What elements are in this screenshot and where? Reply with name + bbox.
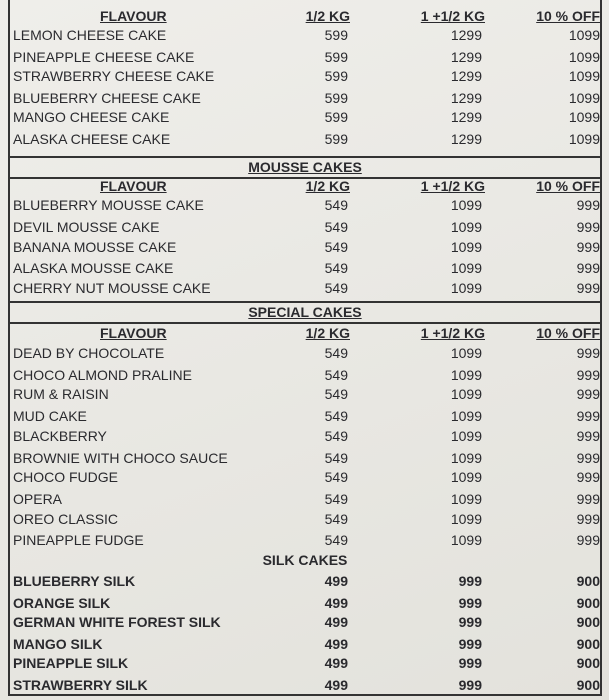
price-half-kg: 499 xyxy=(324,594,348,611)
price-half-kg: 599 xyxy=(324,131,348,147)
price-10-percent-off: 999 xyxy=(576,238,600,255)
price-one-and-half-kg: 1099 xyxy=(450,345,482,361)
price-10-percent-off: 999 xyxy=(576,218,600,235)
price-10-percent-off: 900 xyxy=(576,594,600,611)
price-one-and-half-kg: 1099 xyxy=(450,197,482,213)
flavour-name: MANGO SILK xyxy=(13,635,103,652)
table-row xyxy=(10,406,600,426)
table-row xyxy=(10,509,600,529)
flavour-name: ALASKA CHEESE CAKE xyxy=(13,131,171,147)
table-row xyxy=(10,675,600,695)
price-half-kg: 549 xyxy=(324,469,348,486)
price-10-percent-off: 999 xyxy=(576,408,600,425)
price-10-percent-off: 999 xyxy=(576,366,600,383)
table-row xyxy=(10,612,600,632)
column-header-row xyxy=(10,6,600,26)
price-half-kg: 599 xyxy=(324,27,348,43)
price-10-percent-off: 900 xyxy=(576,635,600,652)
header-one-and-half-kg: 1 +1/2 KG xyxy=(420,325,485,341)
price-half-kg: 499 xyxy=(324,614,348,631)
flavour-name: PINEAPPLE CHEESE CAKE xyxy=(13,48,195,65)
table-row xyxy=(10,489,600,509)
flavour-name: MANGO CHEESE CAKE xyxy=(13,109,170,126)
header-one-and-half-kg: 1 +1/2 KG xyxy=(420,178,485,194)
price-one-and-half-kg: 1099 xyxy=(450,218,482,235)
header-half-kg: 1/2 KG xyxy=(305,325,350,341)
table-row xyxy=(10,66,600,86)
price-half-kg: 549 xyxy=(324,532,348,549)
section-title: SILK CAKES xyxy=(262,552,348,568)
flavour-name: DEAD BY CHOCOLATE xyxy=(13,345,165,361)
column-header-row xyxy=(10,176,600,196)
flavour-name: BROWNIE WITH CHOCO SAUCE xyxy=(13,449,228,466)
flavour-name: LEMON CHEESE CAKE xyxy=(13,27,167,43)
flavour-name: BLACKBERRY xyxy=(13,427,107,444)
price-10-percent-off: 999 xyxy=(576,532,600,549)
header-one-and-half-kg: 1 +1/2 KG xyxy=(420,8,485,24)
flavour-name: OREO CLASSIC xyxy=(13,510,119,527)
price-half-kg: 549 xyxy=(324,427,348,444)
table-row xyxy=(10,25,600,45)
price-one-and-half-kg: 1299 xyxy=(450,48,482,65)
flavour-name: DEVIL MOUSSE CAKE xyxy=(13,218,160,235)
price-half-kg: 599 xyxy=(324,68,348,85)
flavour-name: ORANGE SILK xyxy=(13,594,111,611)
flavour-name: CHOCO ALMOND PRALINE xyxy=(13,366,192,383)
price-one-and-half-kg: 1299 xyxy=(450,131,482,147)
price-half-kg: 549 xyxy=(324,366,348,383)
column-header-row xyxy=(10,323,600,343)
table-row xyxy=(10,107,600,127)
price-10-percent-off: 1099 xyxy=(568,27,600,43)
table-row xyxy=(10,237,600,257)
section-title: MOUSSE CAKES xyxy=(248,159,362,175)
flavour-name: RUM & RAISIN xyxy=(13,386,109,403)
price-10-percent-off: 999 xyxy=(576,280,600,297)
price-half-kg: 549 xyxy=(324,449,348,466)
price-one-and-half-kg: 1299 xyxy=(450,68,482,85)
table-row xyxy=(10,634,600,654)
flavour-name: STRAWBERRY SILK xyxy=(13,677,148,693)
price-half-kg: 549 xyxy=(324,260,348,277)
price-10-percent-off: 999 xyxy=(576,449,600,466)
price-10-percent-off: 1099 xyxy=(568,48,600,65)
price-one-and-half-kg: 1099 xyxy=(450,238,482,255)
price-half-kg: 549 xyxy=(324,218,348,235)
price-half-kg: 499 xyxy=(324,655,348,672)
price-10-percent-off: 999 xyxy=(576,427,600,444)
price-one-and-half-kg: 999 xyxy=(458,573,482,589)
price-one-and-half-kg: 1099 xyxy=(450,427,482,444)
price-one-and-half-kg: 1299 xyxy=(450,89,482,106)
table-row xyxy=(10,593,600,613)
price-one-and-half-kg: 1299 xyxy=(450,27,482,43)
price-10-percent-off: 999 xyxy=(576,197,600,213)
price-10-percent-off: 1099 xyxy=(568,131,600,147)
flavour-name: GERMAN WHITE FOREST SILK xyxy=(13,614,221,631)
price-half-kg: 549 xyxy=(324,408,348,425)
table-row xyxy=(10,195,600,215)
flavour-name: MUD CAKE xyxy=(13,408,87,425)
flavour-name: CHERRY NUT MOUSSE CAKE xyxy=(13,280,211,297)
price-10-percent-off: 999 xyxy=(576,260,600,277)
price-10-percent-off: 999 xyxy=(576,386,600,403)
price-10-percent-off: 900 xyxy=(576,655,600,672)
flavour-name: BLUEBERRY MOUSSE CAKE xyxy=(13,197,204,213)
flavour-name: ALASKA MOUSSE CAKE xyxy=(13,260,174,277)
price-one-and-half-kg: 1099 xyxy=(450,408,482,425)
price-half-kg: 599 xyxy=(324,48,348,65)
flavour-name: BANANA MOUSSE CAKE xyxy=(13,238,177,255)
table-row xyxy=(10,217,600,237)
price-one-and-half-kg: 999 xyxy=(458,635,482,652)
flavour-name: CHOCO FUDGE xyxy=(13,469,118,486)
price-one-and-half-kg: 999 xyxy=(458,677,482,693)
price-half-kg: 499 xyxy=(324,677,348,693)
price-one-and-half-kg: 999 xyxy=(458,594,482,611)
price-one-and-half-kg: 1099 xyxy=(450,366,482,383)
price-one-and-half-kg: 1099 xyxy=(450,280,482,297)
table-row xyxy=(10,365,600,385)
table-row xyxy=(10,343,600,363)
table-row xyxy=(10,653,600,673)
table-row xyxy=(10,278,600,298)
flavour-name: STRAWBERRY CHEESE CAKE xyxy=(13,68,215,85)
table-row xyxy=(10,426,600,446)
price-10-percent-off: 1099 xyxy=(568,89,600,106)
header-flavour: FLAVOUR xyxy=(100,325,167,341)
price-one-and-half-kg: 1099 xyxy=(450,490,482,507)
price-one-and-half-kg: 1099 xyxy=(450,532,482,549)
price-one-and-half-kg: 1299 xyxy=(450,109,482,126)
price-one-and-half-kg: 1099 xyxy=(450,510,482,527)
flavour-name: BLUEBERRY CHEESE CAKE xyxy=(13,89,201,106)
table-row xyxy=(10,384,600,404)
header-flavour: FLAVOUR xyxy=(100,8,167,24)
header-half-kg: 1/2 KG xyxy=(305,178,350,194)
price-half-kg: 549 xyxy=(324,386,348,403)
price-half-kg: 549 xyxy=(324,510,348,527)
price-half-kg: 549 xyxy=(324,197,348,213)
price-one-and-half-kg: 1099 xyxy=(450,449,482,466)
price-one-and-half-kg: 1099 xyxy=(450,386,482,403)
flavour-name: PINEAPPLE FUDGE xyxy=(13,532,144,549)
header-10-percent-off: 10 % OFF xyxy=(536,8,600,24)
price-half-kg: 499 xyxy=(324,635,348,652)
flavour-name: BLUEBERRY SILK xyxy=(13,573,136,589)
header-10-percent-off: 10 % OFF xyxy=(536,178,600,194)
price-10-percent-off: 999 xyxy=(576,510,600,527)
price-10-percent-off: 900 xyxy=(576,573,600,589)
price-10-percent-off: 1099 xyxy=(568,68,600,85)
price-10-percent-off: 999 xyxy=(576,345,600,361)
price-half-kg: 599 xyxy=(324,89,348,106)
price-half-kg: 549 xyxy=(324,490,348,507)
section-title: SPECIAL CAKES xyxy=(248,304,362,320)
price-half-kg: 599 xyxy=(324,109,348,126)
price-10-percent-off: 900 xyxy=(576,677,600,693)
price-10-percent-off: 999 xyxy=(576,469,600,486)
price-half-kg: 549 xyxy=(324,280,348,297)
price-half-kg: 549 xyxy=(324,345,348,361)
header-half-kg: 1/2 KG xyxy=(305,8,350,24)
header-10-percent-off: 10 % OFF xyxy=(536,325,600,341)
flavour-name: PINEAPPLE SILK xyxy=(13,655,129,672)
table-row xyxy=(10,448,600,468)
price-half-kg: 499 xyxy=(324,573,348,589)
price-one-and-half-kg: 999 xyxy=(458,614,482,631)
table-row xyxy=(10,571,600,591)
price-half-kg: 549 xyxy=(324,238,348,255)
flavour-name: OPERA xyxy=(13,490,63,507)
table-row xyxy=(10,88,600,108)
price-10-percent-off: 1099 xyxy=(568,109,600,126)
price-one-and-half-kg: 1099 xyxy=(450,260,482,277)
price-10-percent-off: 999 xyxy=(576,490,600,507)
table-row xyxy=(10,530,600,550)
header-flavour: FLAVOUR xyxy=(100,178,167,194)
price-one-and-half-kg: 999 xyxy=(458,655,482,672)
price-one-and-half-kg: 1099 xyxy=(450,469,482,486)
table-row xyxy=(10,47,600,67)
table-row xyxy=(10,129,600,149)
table-row xyxy=(10,258,600,278)
price-10-percent-off: 900 xyxy=(576,614,600,631)
cake-price-list xyxy=(8,0,602,696)
table-row xyxy=(10,467,600,487)
